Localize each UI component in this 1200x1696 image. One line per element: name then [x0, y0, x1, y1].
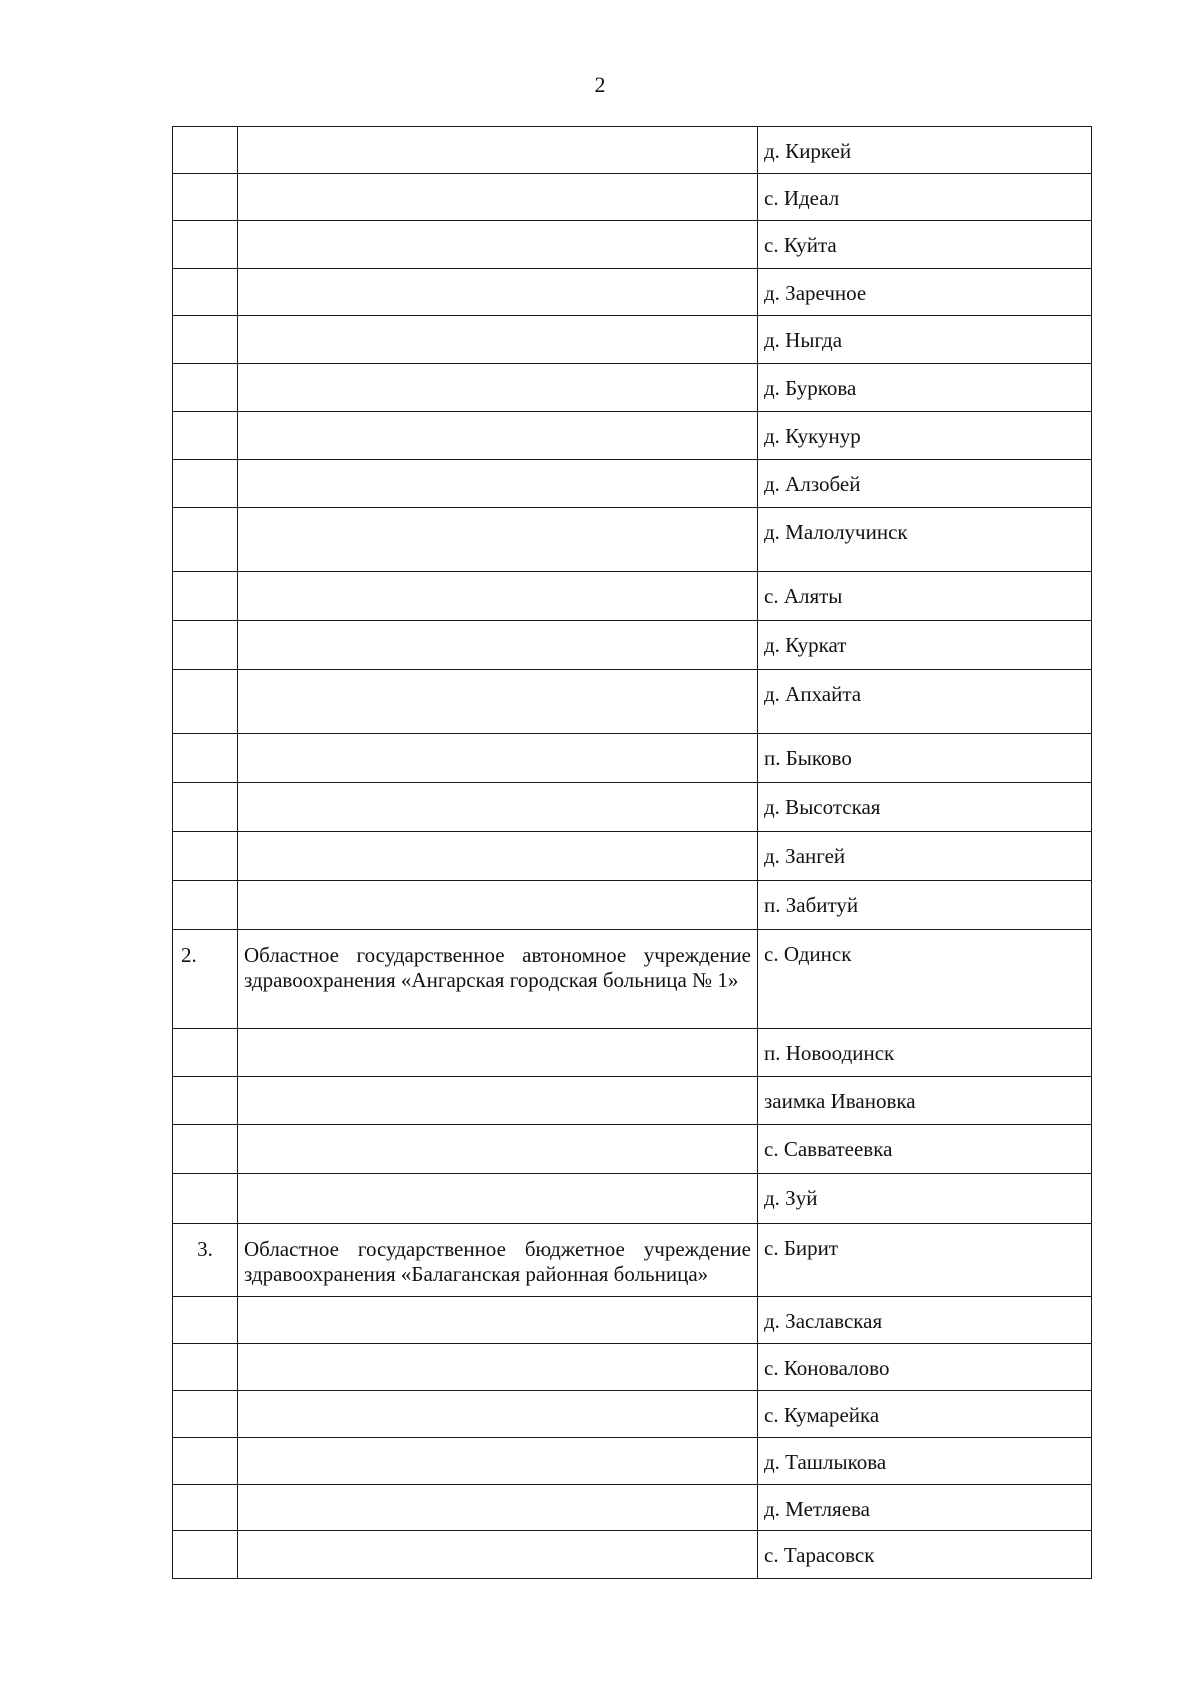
table-row — [173, 1485, 1092, 1531]
row-number-cell — [173, 832, 238, 881]
organization-cell — [238, 508, 758, 572]
organization-cell — [238, 127, 758, 174]
settlement-cell: с. Бирит — [758, 1224, 1092, 1297]
table-row — [173, 1297, 1092, 1344]
table-row — [173, 174, 1092, 221]
settlement-cell: д. Куркат — [758, 621, 1092, 670]
table-row — [173, 881, 1092, 930]
settlement-cell: д. Алзобей — [758, 460, 1092, 508]
settlement-cell: с. Кумарейка — [758, 1391, 1092, 1438]
organization-cell — [238, 572, 758, 621]
row-number-cell — [173, 174, 238, 221]
settlement-cell: п. Быково — [758, 734, 1092, 783]
row-number-cell — [173, 783, 238, 832]
settlement-cell: д. Заславская — [758, 1297, 1092, 1344]
row-number-cell — [173, 670, 238, 734]
row-number-cell — [173, 1438, 238, 1485]
settlement-cell: д. Кукунур — [758, 412, 1092, 460]
settlement-cell: с. Одинск — [758, 930, 1092, 1029]
page-number: 2 — [594, 72, 606, 97]
settlements-table — [172, 126, 1092, 1579]
organization-cell — [238, 670, 758, 734]
organization-cell — [238, 1297, 758, 1344]
settlement-cell: д. Ныгда — [758, 316, 1092, 364]
table-row — [173, 621, 1092, 670]
organization-cell — [238, 1438, 758, 1485]
row-number-cell — [173, 1531, 238, 1579]
row-number-cell — [173, 221, 238, 269]
table-row — [173, 412, 1092, 460]
organization-cell — [238, 1391, 758, 1438]
table-row — [173, 460, 1092, 508]
settlement-cell: д. Малолучинск — [758, 508, 1092, 572]
settlement-cell: с. Аляты — [758, 572, 1092, 621]
table-row — [173, 221, 1092, 269]
settlement-cell: д. Ташлыкова — [758, 1438, 1092, 1485]
table-row — [173, 1174, 1092, 1224]
settlement-cell: с. Тарасовск — [758, 1531, 1092, 1579]
organization-cell — [238, 1029, 758, 1077]
organization-cell: Областное государственное автономное учреждение здравоохранения «Ангарская городская больница № 1» — [238, 930, 758, 1029]
row-number-cell — [173, 572, 238, 621]
organization-cell — [238, 1174, 758, 1224]
row-number-cell — [173, 316, 238, 364]
table-row — [173, 508, 1092, 572]
row-number-cell — [173, 734, 238, 783]
organization-cell — [238, 783, 758, 832]
table-row — [173, 1029, 1092, 1077]
table-row — [173, 572, 1092, 621]
settlement-cell: д. Высотская — [758, 783, 1092, 832]
organization-cell — [238, 316, 758, 364]
organization-cell — [238, 1077, 758, 1125]
organization-cell — [238, 1485, 758, 1531]
row-number-cell — [173, 1125, 238, 1174]
settlement-cell: д. Зангей — [758, 832, 1092, 881]
row-number-cell — [173, 412, 238, 460]
settlement-cell: с. Куйта — [758, 221, 1092, 269]
table-row — [173, 670, 1092, 734]
row-number-cell — [173, 1077, 238, 1125]
settlement-cell: д. Апхайта — [758, 670, 1092, 734]
organization-cell — [238, 621, 758, 670]
organization-cell — [238, 269, 758, 316]
table-row — [173, 316, 1092, 364]
table-row — [173, 1125, 1092, 1174]
settlement-cell: с. Коноваловo — [758, 1344, 1092, 1391]
settlement-cell: д. Метляева — [758, 1485, 1092, 1531]
row-number-cell — [173, 508, 238, 572]
row-number-cell — [173, 621, 238, 670]
settlement-cell: д. Зуй — [758, 1174, 1092, 1224]
row-number-cell — [173, 1029, 238, 1077]
settlement-cell: п. Забитуй — [758, 881, 1092, 930]
row-number-cell — [173, 127, 238, 174]
organization-cell — [238, 221, 758, 269]
table-row — [173, 1224, 1092, 1297]
table-row — [173, 832, 1092, 881]
organization-cell — [238, 1531, 758, 1579]
organization-cell: Областное государственное бюджетное учреждение здравоохранения «Балаганская районная больница» — [238, 1224, 758, 1297]
row-number-cell — [173, 881, 238, 930]
organization-cell — [238, 412, 758, 460]
organization-cell — [238, 832, 758, 881]
row-number-cell — [173, 460, 238, 508]
row-number-cell — [173, 1391, 238, 1438]
row-number-cell: 2. — [173, 930, 238, 1029]
organization-cell — [238, 460, 758, 508]
settlement-cell: с. Идеал — [758, 174, 1092, 221]
row-number-cell — [173, 364, 238, 412]
organization-cell — [238, 881, 758, 930]
organization-cell — [238, 734, 758, 783]
row-number-cell — [173, 269, 238, 316]
table-row — [173, 734, 1092, 783]
table-row — [173, 127, 1092, 174]
settlement-cell: д. Киркей — [758, 127, 1092, 174]
organization-cell — [238, 364, 758, 412]
table-row — [173, 1344, 1092, 1391]
table-row — [173, 1391, 1092, 1438]
settlement-cell: с. Савватеевка — [758, 1125, 1092, 1174]
organization-cell — [238, 174, 758, 221]
table-row — [173, 269, 1092, 316]
settlement-cell: д. Буркова — [758, 364, 1092, 412]
row-number-cell — [173, 1344, 238, 1391]
table-row — [173, 364, 1092, 412]
table-row — [173, 783, 1092, 832]
settlement-cell: заимка Ивановка — [758, 1077, 1092, 1125]
table-body — [173, 127, 1092, 1579]
table-row — [173, 1077, 1092, 1125]
organization-cell — [238, 1125, 758, 1174]
settlement-cell: д. Заречное — [758, 269, 1092, 316]
table-row — [173, 1531, 1092, 1579]
table-row — [173, 1438, 1092, 1485]
row-number-cell — [173, 1297, 238, 1344]
organization-cell — [238, 1344, 758, 1391]
row-number-cell — [173, 1174, 238, 1224]
row-number-cell: 3. — [173, 1224, 238, 1297]
row-number-cell — [173, 1485, 238, 1531]
table-row — [173, 930, 1092, 1029]
settlement-cell: п. Новоодинск — [758, 1029, 1092, 1077]
